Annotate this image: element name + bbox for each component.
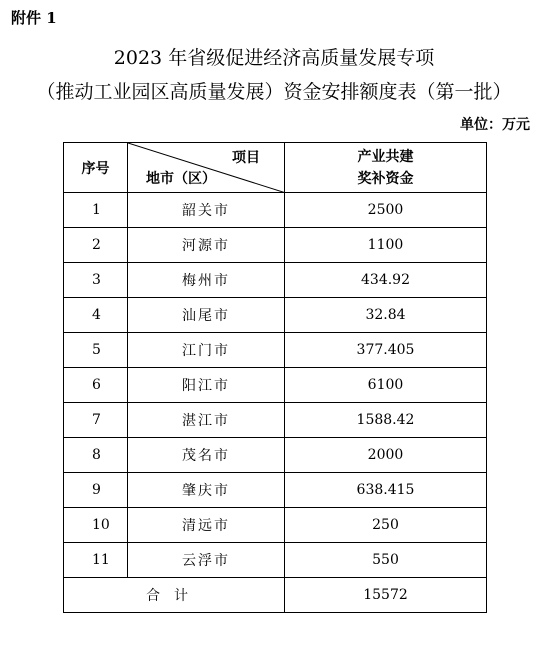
row-city: 湛江市: [128, 403, 285, 438]
row-city: 阳江市: [128, 368, 285, 403]
header-amount: [285, 143, 487, 193]
table-row: [64, 333, 487, 368]
header-diagonal-cell: [128, 143, 285, 193]
row-city: 肇庆市: [128, 473, 285, 508]
row-amount: 1100: [285, 228, 487, 263]
header-amount-line-2: 奖补资金: [357, 170, 414, 187]
table-row: [64, 298, 487, 333]
row-amount: 6100: [285, 368, 487, 403]
row-city: 汕尾市: [128, 298, 285, 333]
row-seq: 1: [64, 193, 128, 228]
row-seq: 7: [64, 403, 128, 438]
row-city: 梅州市: [128, 263, 285, 298]
table-row: [64, 228, 487, 263]
row-amount: 1588.42: [285, 403, 487, 438]
row-city: 云浮市: [128, 543, 285, 578]
row-amount: 377.405: [285, 333, 487, 368]
total-row: [64, 578, 487, 613]
row-seq: 8: [64, 438, 128, 473]
row-city: 江门市: [128, 333, 285, 368]
table-row: [64, 403, 487, 438]
row-seq: 9: [64, 473, 128, 508]
row-city: 茂名市: [128, 438, 285, 473]
row-amount: 550: [285, 543, 487, 578]
row-seq: 3: [64, 263, 128, 298]
table-row: [64, 193, 487, 228]
table-row: [64, 543, 487, 578]
header-seq: 序号: [64, 143, 128, 193]
unit-label: 单位：万元: [460, 117, 530, 133]
header-city: 地市（区）: [146, 171, 216, 187]
row-amount: 2500: [285, 193, 487, 228]
row-amount: 32.84: [285, 298, 487, 333]
header-amount-line-1: 产业共建: [357, 148, 414, 165]
total-amount: 15572: [285, 578, 487, 613]
table-row: [64, 438, 487, 473]
row-city: 韶关市: [128, 193, 285, 228]
table-row: [64, 263, 487, 298]
total-label: 合计: [64, 578, 285, 613]
table-header-row: [64, 143, 487, 193]
table-row: [64, 508, 487, 543]
row-seq: 6: [64, 368, 128, 403]
table-row: [64, 473, 487, 508]
allocation-table: [63, 142, 487, 613]
row-seq: 11: [64, 543, 128, 578]
document-title-line-1: 2023 年省级促进经济高质量发展专项: [113, 47, 435, 69]
attachment-label: 附件 1: [11, 9, 57, 27]
row-amount: 638.415: [285, 473, 487, 508]
row-city: 河源市: [128, 228, 285, 263]
row-city: 清远市: [128, 508, 285, 543]
table-row: [64, 368, 487, 403]
row-seq: 4: [64, 298, 128, 333]
header-item: 项目: [232, 150, 260, 166]
row-amount: 2000: [285, 438, 487, 473]
row-seq: 2: [64, 228, 128, 263]
row-amount: 250: [285, 508, 487, 543]
row-seq: 10: [64, 508, 128, 543]
row-seq: 5: [64, 333, 128, 368]
document-title-line-2: （推动工业园区高质量发展）资金安排额度表（第一批）: [36, 81, 512, 103]
row-amount: 434.92: [285, 263, 487, 298]
